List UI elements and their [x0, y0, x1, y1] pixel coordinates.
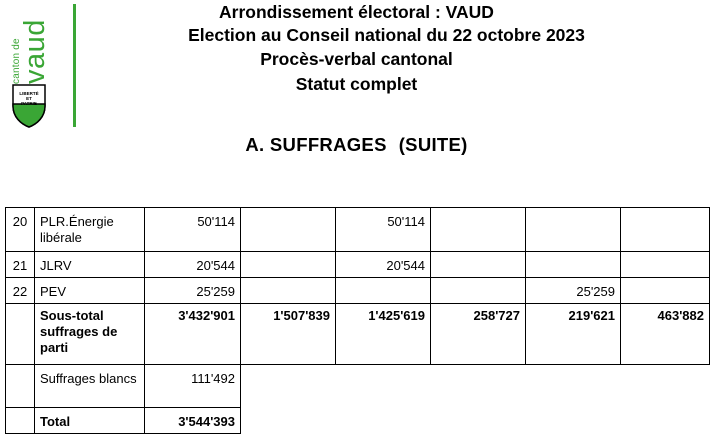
cell-col4 — [431, 208, 526, 252]
subtotal-col2: 1'507'839 — [241, 304, 336, 365]
subtotal-col6: 463'882 — [621, 304, 710, 365]
cell-col6 — [621, 252, 710, 278]
cell-col5 — [526, 252, 621, 278]
logo-canton-text: canton de — [11, 38, 22, 84]
header-district: Arrondissement électoral : VAUD — [219, 2, 494, 22]
total-index — [6, 408, 35, 434]
cell-col3: 20'544 — [336, 252, 431, 278]
cell-total: 25'259 — [145, 278, 241, 304]
cell-col6 — [621, 278, 710, 304]
logo-motto: LIBERTÉ ET PATRIE — [19, 91, 39, 106]
header-report-type: Procès-verbal cantonal — [260, 49, 453, 69]
logo-vaud-text: vaud — [19, 19, 51, 84]
cell-col4 — [431, 278, 526, 304]
subtotal-label: Sous-total suffrages de parti — [35, 304, 145, 365]
section-title: A. SUFFRAGES (SUITE) — [245, 134, 468, 155]
empty-area — [241, 365, 710, 408]
table-row — [6, 252, 710, 278]
cell-col3: 50'114 — [336, 208, 431, 252]
subtotal-index — [6, 304, 35, 365]
cell-col5 — [526, 208, 621, 252]
empty-area — [241, 408, 710, 434]
blank-votes-label: Suffrages blancs — [35, 365, 145, 408]
list-name: PLR.Énergie libérale — [35, 208, 145, 252]
cell-col6 — [621, 208, 710, 252]
blank-votes-index — [6, 365, 35, 408]
list-number: 22 — [6, 278, 35, 304]
list-name: JLRV — [35, 252, 145, 278]
total-label: Total — [35, 408, 145, 434]
table-row — [6, 278, 710, 304]
table-row — [6, 208, 710, 252]
header-election: Election au Conseil national du 22 octobre 2023 — [188, 25, 585, 45]
subtotal-total: 3'432'901 — [145, 304, 241, 365]
total-row — [6, 408, 710, 434]
cell-col2 — [241, 208, 336, 252]
list-number: 21 — [6, 252, 35, 278]
cell-total: 20'544 — [145, 252, 241, 278]
cell-total: 50'114 — [145, 208, 241, 252]
subtotal-row — [6, 304, 710, 365]
list-number: 20 — [6, 208, 35, 252]
subtotal-col5: 219'621 — [526, 304, 621, 365]
cell-col4 — [431, 252, 526, 278]
blank-votes-total: 111'492 — [145, 365, 241, 408]
blank-votes-row — [6, 365, 710, 408]
list-name: PEV — [35, 278, 145, 304]
cell-col3 — [336, 278, 431, 304]
suffrages-table — [5, 207, 710, 434]
header-status: Statut complet — [295, 74, 418, 94]
cell-col2 — [241, 252, 336, 278]
total-value: 3'544'393 — [145, 408, 241, 434]
cell-col2 — [241, 278, 336, 304]
cell-col5: 25'259 — [526, 278, 621, 304]
subtotal-col4: 258'727 — [431, 304, 526, 365]
subtotal-col3: 1'425'619 — [336, 304, 431, 365]
